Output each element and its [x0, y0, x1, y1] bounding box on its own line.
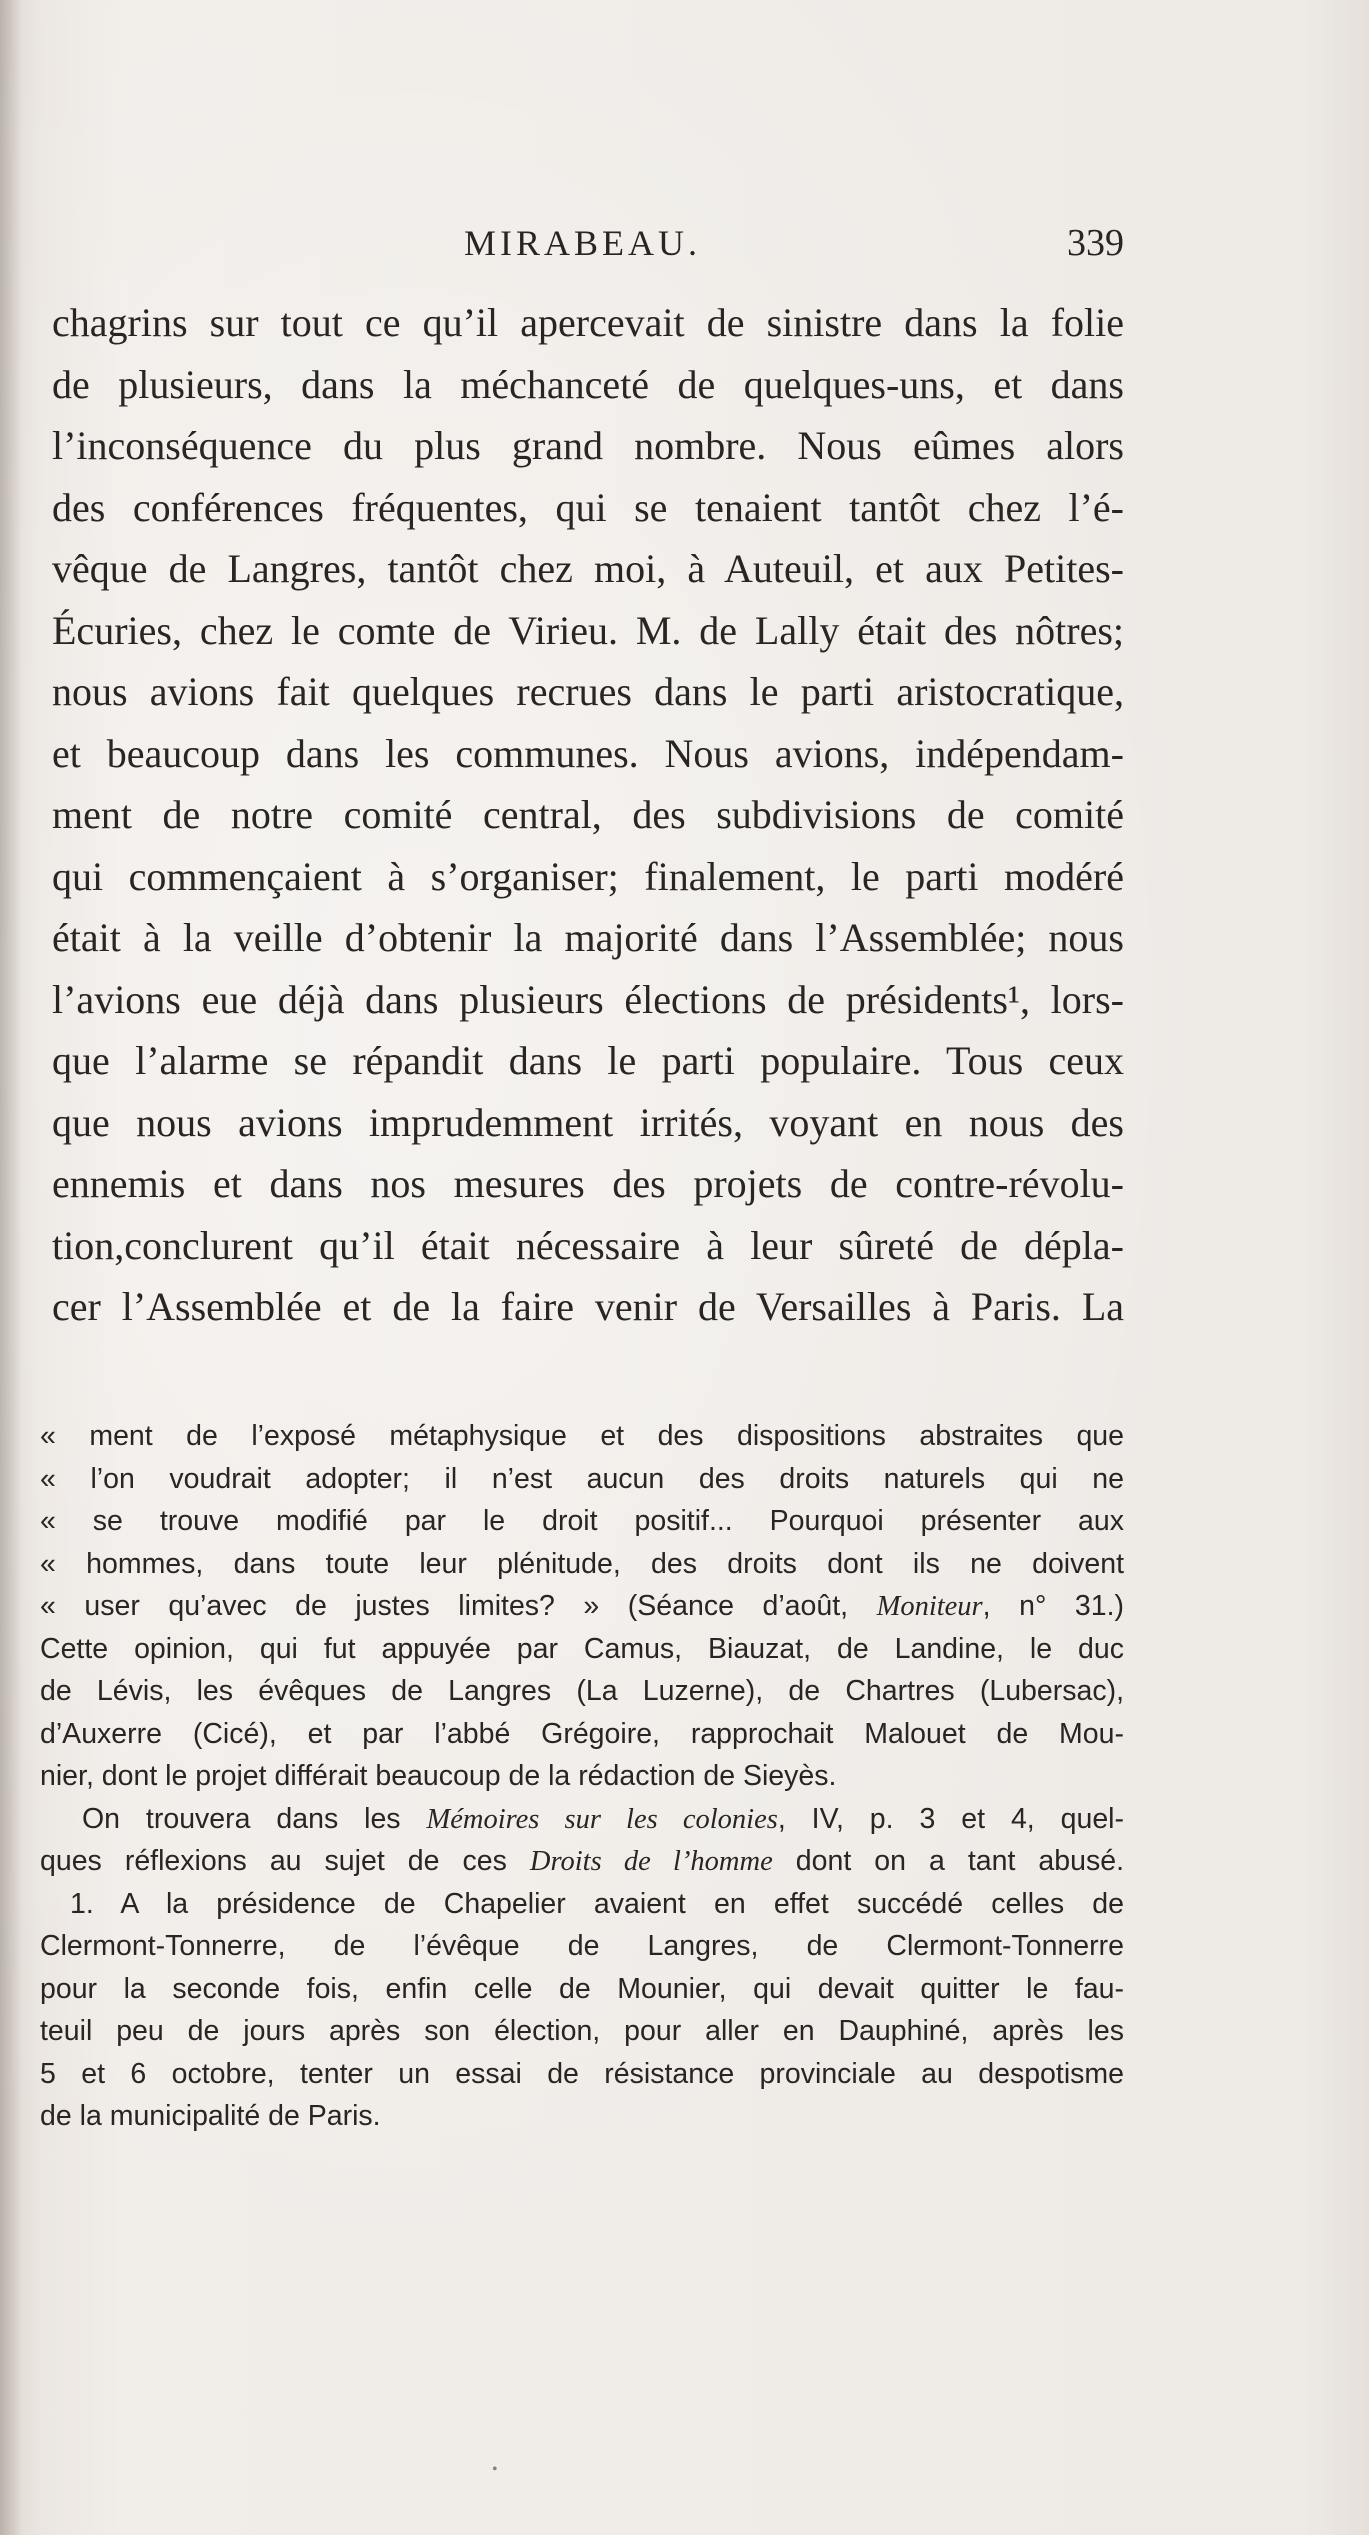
footnote-line: nier, dont le projet différait beaucoup de la rédaction de Sieyès. [40, 1760, 837, 1792]
citation-title: Mémoires sur les colonies [426, 1803, 778, 1835]
footnote-line: de la municipalité de Paris. [40, 2100, 381, 2132]
footnote-line: 1. A la présidence de Chapelier avaient en effet succédé celles de [70, 1887, 1124, 1920]
text-line: nous avions fait quelques recrues dans le parti aristocratique, [52, 669, 1124, 714]
footnote-text: On trouvera dans les [82, 1802, 427, 1835]
footnote-line: « hommes, dans toute leur plénitude, des droits dont ils ne doivent [40, 1547, 1124, 1580]
text-line: ment de notre comité central, des subdivisions de comité [52, 792, 1124, 837]
footnote-line: « se trouve modifié par le droit positif... Pourquoi présenter aux [40, 1505, 1124, 1537]
main-text [52, 292, 1124, 1338]
footnote-text: ques réflexions au sujet de ces [40, 1845, 530, 1877]
footnote-text: , IV, p. 3 et 4, quel- [777, 1802, 1124, 1835]
text-line: de plusieurs, dans la méchanceté de quelques-uns, et dans [52, 361, 1124, 407]
footnote-text: , n° 31.) [982, 1590, 1124, 1622]
text-line: qui commençaient à s’organiser; finalement, le parti modéré [52, 853, 1124, 899]
text-line: que nous avions imprudemment irrités, voyant en nous des [52, 1099, 1124, 1145]
text-line: Écuries, chez le comte de Virieu. M. de Lally était des nôtres; [52, 607, 1124, 653]
footnote-text: « user qu’avec de justes limites? » (Séance d’août, [40, 1590, 877, 1622]
footnote-line: pour la seconde fois, enfin celle de Mounier, qui devait quitter le fau- [40, 1972, 1124, 2005]
footnote-line: « ment de l’exposé métaphysique et des dispositions abstraites que [40, 1420, 1124, 1452]
footnote-text: dont on a tant abusé. [772, 1845, 1124, 1877]
text-line: des conférences fréquentes, qui se tenaient tantôt chez l’é- [52, 484, 1124, 530]
text-line: cer l’Assemblée et de la faire venir de Versailles à Paris. La [52, 1284, 1124, 1329]
page-number: 339 [1067, 222, 1124, 264]
footnote-line: de Lévis, les évêques de Langres (La Luzerne), de Chartres (Lubersac), [40, 1675, 1124, 1707]
footnote-line: « l’on voudrait adopter; il n’est aucun des droits naturels qui ne [40, 1462, 1124, 1495]
text-line: l’avions eue déjà dans plusieurs élections de présidents¹, lors- [52, 976, 1124, 1022]
text-line: chagrins sur tout ce qu’il apercevait de sinistre dans la folie [52, 300, 1124, 345]
page-header [52, 218, 1124, 268]
text-line: tion,conclurent qu’il était nécessaire à leur sûreté de dépla- [52, 1222, 1124, 1268]
running-head: MIRABEAU. [464, 223, 702, 263]
footnote-line [40, 1798, 1124, 1841]
footnote-line: Clermont-Tonnerre, de l’évêque de Langres, de Clermont-Tonnerre [40, 1930, 1124, 1962]
footnote-line: teuil peu de jours après son élection, pour aller en Dauphiné, après les [40, 2015, 1124, 2047]
footnotes [40, 1415, 1124, 2138]
citation-title: Droits de l’homme [529, 1846, 773, 1877]
text-line: vêque de Langres, tantôt chez moi, à Auteuil, et aux Petites- [52, 546, 1124, 591]
text-line: l’inconséquence du plus grand nombre. Nous eûmes alors [52, 423, 1124, 468]
footnote-line: 5 et 6 octobre, tenter un essai de résistance provinciale au despotisme [40, 2057, 1124, 2090]
text-line: ennemis et dans nos mesures des projets de contre-révolu- [52, 1161, 1124, 1206]
text-line: était à la veille d’obtenir la majorité dans l’Assemblée; nous [52, 915, 1124, 960]
footnote-line [40, 1585, 1124, 1628]
footnote-line: Cette opinion, qui fut appuyée par Camus, Biauzat, de Landine, le duc [40, 1632, 1124, 1665]
paper-speck: • [492, 2461, 498, 2478]
footnote-line [40, 1840, 1124, 1883]
gutter-shadow [0, 0, 22, 2535]
text-line: que l’alarme se répandit dans le parti populaire. Tous ceux [52, 1038, 1124, 1083]
text-line: et beaucoup dans les communes. Nous avions, indépendam- [52, 730, 1124, 776]
citation-title: Moniteur [876, 1591, 983, 1622]
footnote-line: d’Auxerre (Cicé), et par l’abbé Grégoire, rapprochait Malouet de Mou- [40, 1717, 1124, 1750]
